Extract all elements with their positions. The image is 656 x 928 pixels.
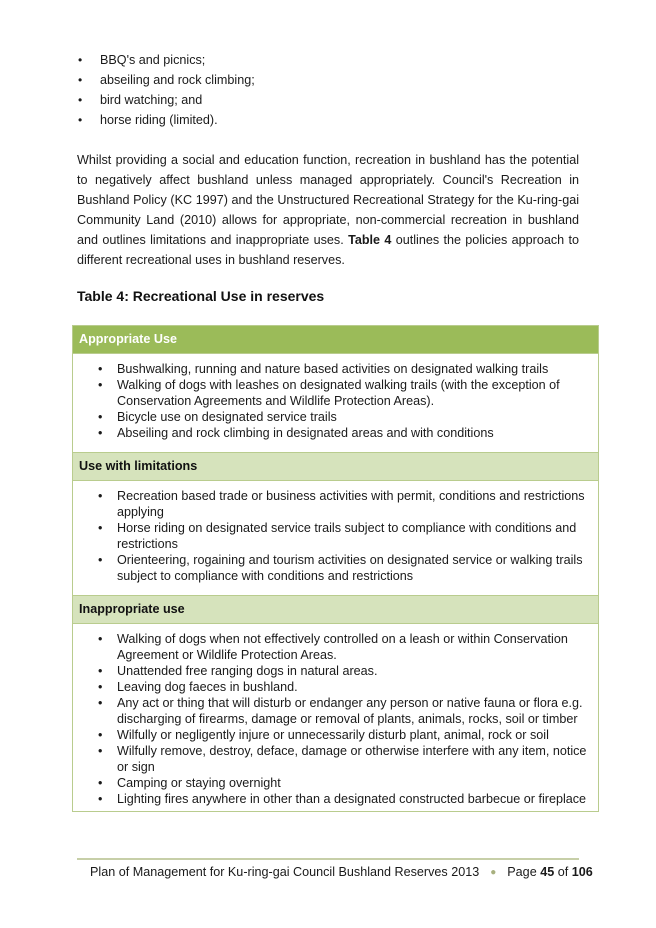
table-list-item: • Wilfully remove, destroy, deface, damage or otherwise interfere with any item, notice or sign [73,743,588,775]
bullet-item: • BBQ's and picnics; [78,50,255,70]
table-list-item: • Any act or thing that will disturb or endanger any person or native fauna or flora e.g. discharging of firearms, damage or removal of plants, animals, rocks, soil or timber [73,695,588,727]
paragraph-text-end: outlines the policies approach to different recreational uses in bushland reserves. [77,233,579,267]
bullet-item: • horse riding (limited). [78,110,255,130]
table-list-item: • Horse riding on designated service trails subject to compliance with conditions and restrictions [73,520,588,552]
page-footer [90,865,593,879]
table-list-item: • Camping or staying overnight [73,775,588,791]
body-paragraph [77,150,579,270]
table-list-item: • Bicycle use on designated service trails [73,409,588,425]
table-reference: Table 4 [348,233,392,247]
footer-divider [77,858,579,860]
of-label: of [557,865,569,879]
table-list-item: • Bushwalking, running and nature based activities on designated walking trails [73,361,588,377]
page-label: Page [507,865,537,879]
table-caption: Table 4: Recreational Use in reserves [77,288,325,304]
table-list-item: • Recreation based trade or business activities with permit, conditions and restrictions applying [73,488,588,520]
separator-dot-icon: ● [490,867,497,878]
table-list-item: • Abseiling and rock climbing in designated areas and with conditions [73,425,588,441]
section-heading-limitations: Use with limitations [73,452,598,481]
intro-bullet-list [78,50,255,130]
section-body-inappropriate [73,624,598,811]
document-title: Plan of Management for Ku-ring-gai Council Bushland Reserves 2013 [90,865,480,879]
section-body-appropriate [73,354,598,452]
recreational-use-table [72,325,599,812]
bullet-item: • abseiling and rock climbing; [78,70,255,90]
table-list-item: • Wilfully or negligently injure or unnecessarily disturb plant, animal, rock or soil [73,727,588,743]
bullet-item: • bird watching; and [78,90,255,110]
table-list-item: • Walking of dogs with leashes on designated walking trails (with the exception of Conservation Agreements and Wildlife Protection Areas). [73,377,588,409]
total-pages: 106 [571,865,593,879]
table-list-item: • Leaving dog faeces in bushland. [73,679,588,695]
table-list-item: • Unattended free ranging dogs in natural areas. [73,663,588,679]
section-heading-inappropriate: Inappropriate use [73,595,598,624]
table-list-item: • Orienteering, rogaining and tourism activities on designated service or walking trails subject to compliance with conditions and restrictions [73,552,588,584]
section-heading-appropriate: Appropriate Use [73,326,598,354]
page-number: 45 [540,865,555,879]
paragraph-text: Whilst providing a social and education function, recreation in bushland has the potential to negatively affect bushland unless managed appropriately. Council's Recreation in Bushland Policy (KC 1997) and the Unstructured Recreational Strategy for the Ku-ring-gai Community Land (2010) allows for appropriate, non-commercial recreation in bushland and outlines limitations and inappropriate uses. [77,153,579,247]
section-body-limitations [73,481,598,595]
table-list-item: • Walking of dogs when not effectively controlled on a leash or within Conservation Agreement or Wildlife Protection Areas. [73,631,588,663]
table-list-item: • Lighting fires anywhere in other than a designated constructed barbecue or fireplace [73,791,588,807]
